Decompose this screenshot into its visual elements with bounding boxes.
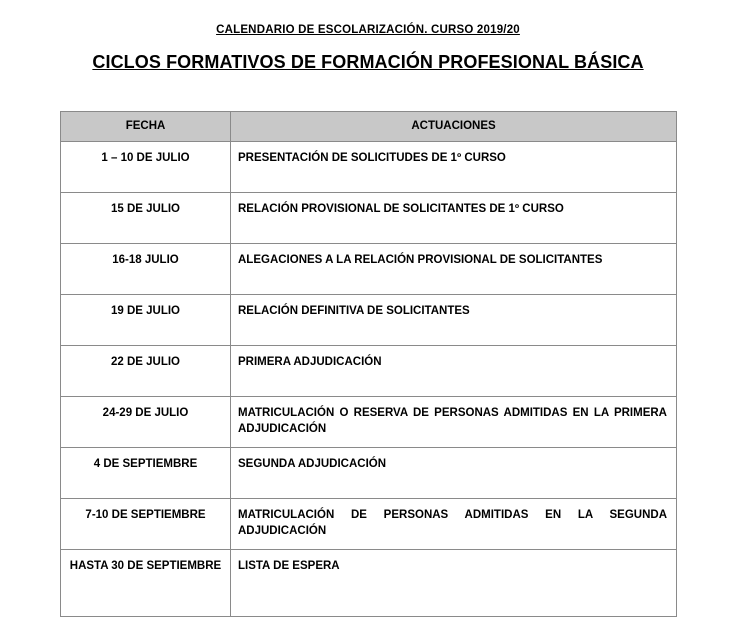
table-row: [61, 397, 677, 448]
cell-actuacion: RELACIÓN PROVISIONAL DE SOLICITANTES DE 1º CURSO: [231, 193, 677, 244]
calendar-table-container: [0, 111, 736, 617]
cell-fecha: 24-29 DE JULIO: [61, 397, 231, 448]
document-subtitle: CALENDARIO DE ESCOLARIZACIÓN. CURSO 2019/20: [216, 24, 520, 36]
cell-fecha: HASTA 30 DE SEPTIEMBRE: [61, 550, 231, 617]
cell-fecha: 4 DE SEPTIEMBRE: [61, 448, 231, 499]
cell-actuacion: PRIMERA ADJUDICACIÓN: [231, 346, 677, 397]
column-header-actuaciones: ACTUACIONES: [231, 112, 677, 142]
cell-actuacion: MATRICULACIÓN O RESERVA DE PERSONAS ADMITIDAS EN LA PRIMERA ADJUDICACIÓN: [231, 397, 677, 448]
cell-fecha: 1 – 10 DE JULIO: [61, 142, 231, 193]
cell-actuacion: MATRICULACIÓN DE PERSONAS ADMITIDAS EN LA SEGUNDA ADJUDICACIÓN: [231, 499, 677, 550]
cell-fecha: 7-10 DE SEPTIEMBRE: [61, 499, 231, 550]
table-row: [61, 448, 677, 499]
cell-actuacion: RELACIÓN DEFINITIVA DE SOLICITANTES: [231, 295, 677, 346]
cell-fecha: 19 DE JULIO: [61, 295, 231, 346]
table-row: [61, 193, 677, 244]
cell-actuacion: PRESENTACIÓN DE SOLICITUDES DE 1º CURSO: [231, 142, 677, 193]
cell-fecha: 16-18 JULIO: [61, 244, 231, 295]
table-row: [61, 499, 677, 550]
column-header-fecha: FECHA: [61, 112, 231, 142]
table-header-row: [61, 112, 677, 142]
document-page: [0, 24, 736, 572]
table-row: [61, 142, 677, 193]
table-row: [61, 244, 677, 295]
page-title: CICLOS FORMATIVOS DE FORMACIÓN PROFESIONAL BÁSICA: [92, 52, 644, 72]
cell-fecha: 22 DE JULIO: [61, 346, 231, 397]
cell-fecha: 15 DE JULIO: [61, 193, 231, 244]
calendar-table: [60, 111, 677, 617]
cell-actuacion: LISTA DE ESPERA: [231, 550, 677, 617]
table-row: [61, 550, 677, 617]
table-row: [61, 295, 677, 346]
cell-actuacion: SEGUNDA ADJUDICACIÓN: [231, 448, 677, 499]
table-row: [61, 346, 677, 397]
cell-actuacion: ALEGACIONES A LA RELACIÓN PROVISIONAL DE SOLICITANTES: [231, 244, 677, 295]
